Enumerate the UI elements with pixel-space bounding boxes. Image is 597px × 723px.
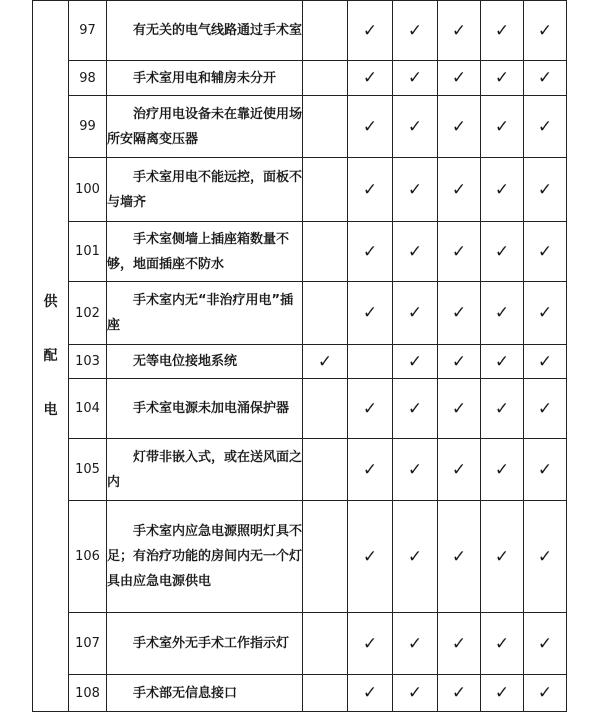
check-mark-icon: ✓ <box>393 158 438 222</box>
check-mark-icon: ✓ <box>348 222 393 282</box>
check-mark-icon: ✓ <box>524 379 567 439</box>
table-row <box>33 613 567 675</box>
check-mark-icon: ✓ <box>438 1 481 61</box>
empty-check-cell <box>348 345 393 379</box>
row-description: 手术室内应急电源照明灯具不足；有治疗功能的房间内无一个灯具由应急电源供电 <box>107 524 303 589</box>
row-description-cell <box>107 439 303 501</box>
table-body <box>33 1 567 712</box>
empty-check-cell <box>303 379 348 439</box>
empty-check-cell <box>303 96 348 158</box>
check-mark-icon: ✓ <box>524 501 567 613</box>
row-number: 102 <box>69 282 107 345</box>
check-mark-icon: ✓ <box>348 675 393 712</box>
row-description: 手术室电源未加电涌保护器 <box>133 401 290 416</box>
table-row <box>33 222 567 282</box>
check-mark-icon: ✓ <box>348 61 393 96</box>
check-mark-icon: ✓ <box>524 439 567 501</box>
row-description-cell <box>107 1 303 61</box>
row-description-cell <box>107 345 303 379</box>
row-description: 治疗用电设备未在靠近使用场所安隔离变压器 <box>107 106 303 147</box>
check-mark-icon: ✓ <box>438 439 481 501</box>
empty-check-cell <box>303 501 348 613</box>
row-description-cell <box>107 282 303 345</box>
row-description-cell <box>107 96 303 158</box>
row-number: 101 <box>69 222 107 282</box>
check-mark-icon: ✓ <box>524 1 567 61</box>
check-mark-icon: ✓ <box>393 61 438 96</box>
check-mark-icon: ✓ <box>481 1 524 61</box>
check-mark-icon: ✓ <box>393 222 438 282</box>
row-description: 手术室用电不能远控，面板不与墙齐 <box>107 169 303 210</box>
table-row <box>33 158 567 222</box>
empty-check-cell <box>303 613 348 675</box>
check-mark-icon: ✓ <box>438 96 481 158</box>
check-mark-icon: ✓ <box>438 158 481 222</box>
check-mark-icon: ✓ <box>481 439 524 501</box>
check-mark-icon: ✓ <box>481 282 524 345</box>
table-row <box>33 379 567 439</box>
row-number: 104 <box>69 379 107 439</box>
empty-check-cell <box>303 282 348 345</box>
check-mark-icon: ✓ <box>393 1 438 61</box>
check-mark-icon: ✓ <box>348 158 393 222</box>
row-description-cell <box>107 158 303 222</box>
category-label: 供配电 <box>43 294 58 418</box>
row-description: 手术室用电和辅房未分开 <box>133 70 277 86</box>
row-number: 108 <box>69 675 107 712</box>
check-mark-icon: ✓ <box>524 613 567 675</box>
check-mark-icon: ✓ <box>393 613 438 675</box>
empty-check-cell <box>303 675 348 712</box>
check-mark-icon: ✓ <box>303 345 348 379</box>
table-row <box>33 439 567 501</box>
row-description-cell <box>107 501 303 613</box>
check-mark-icon: ✓ <box>481 379 524 439</box>
check-mark-icon: ✓ <box>481 675 524 712</box>
row-description-cell <box>107 675 303 712</box>
row-number: 105 <box>69 439 107 501</box>
check-mark-icon: ✓ <box>524 158 567 222</box>
empty-check-cell <box>303 222 348 282</box>
row-number: 103 <box>69 345 107 379</box>
table-row <box>33 1 567 61</box>
row-description-cell <box>107 379 303 439</box>
check-mark-icon: ✓ <box>393 439 438 501</box>
row-description: 有无关的电气线路通过手术室 <box>133 23 303 38</box>
check-mark-icon: ✓ <box>348 613 393 675</box>
check-mark-icon: ✓ <box>481 501 524 613</box>
check-mark-icon: ✓ <box>438 501 481 613</box>
check-mark-icon: ✓ <box>481 222 524 282</box>
check-mark-icon: ✓ <box>524 222 567 282</box>
check-mark-icon: ✓ <box>438 282 481 345</box>
check-mark-icon: ✓ <box>348 282 393 345</box>
row-description-cell <box>107 61 303 96</box>
check-mark-icon: ✓ <box>481 96 524 158</box>
row-number: 106 <box>69 501 107 613</box>
check-mark-icon: ✓ <box>438 675 481 712</box>
empty-check-cell <box>303 61 348 96</box>
category-cell <box>33 1 69 712</box>
check-mark-icon: ✓ <box>524 96 567 158</box>
check-mark-icon: ✓ <box>393 501 438 613</box>
table-row <box>33 675 567 712</box>
check-mark-icon: ✓ <box>393 379 438 439</box>
row-number: 100 <box>69 158 107 222</box>
check-mark-icon: ✓ <box>524 282 567 345</box>
check-mark-icon: ✓ <box>524 675 567 712</box>
check-mark-icon: ✓ <box>438 613 481 675</box>
table-row <box>33 345 567 379</box>
empty-check-cell <box>303 439 348 501</box>
table-row <box>33 96 567 158</box>
check-mark-icon: ✓ <box>438 379 481 439</box>
check-mark-icon: ✓ <box>481 613 524 675</box>
check-mark-icon: ✓ <box>438 222 481 282</box>
row-description: 手术室内无“非治疗用电”插座 <box>107 293 294 333</box>
table-row <box>33 501 567 613</box>
row-number: 98 <box>69 61 107 96</box>
table-row <box>33 282 567 345</box>
row-description: 手术室外无手术工作指示灯 <box>133 636 290 651</box>
check-mark-icon: ✓ <box>438 345 481 379</box>
check-mark-icon: ✓ <box>481 158 524 222</box>
check-mark-icon: ✓ <box>348 439 393 501</box>
row-number: 107 <box>69 613 107 675</box>
row-description-cell <box>107 613 303 675</box>
empty-check-cell <box>303 1 348 61</box>
check-mark-icon: ✓ <box>438 61 481 96</box>
row-description: 手术室侧墙上插座箱数量不够，地面插座不防水 <box>107 231 290 272</box>
check-mark-icon: ✓ <box>481 61 524 96</box>
row-number: 97 <box>69 1 107 61</box>
row-description-cell <box>107 222 303 282</box>
check-mark-icon: ✓ <box>393 282 438 345</box>
row-description: 灯带非嵌入式，或在送风面之内 <box>107 449 303 490</box>
check-mark-icon: ✓ <box>524 61 567 96</box>
check-mark-icon: ✓ <box>393 345 438 379</box>
empty-check-cell <box>303 158 348 222</box>
row-description: 手术部无信息接口 <box>133 685 238 701</box>
check-mark-icon: ✓ <box>393 96 438 158</box>
check-mark-icon: ✓ <box>348 1 393 61</box>
row-description: 无等电位接地系统 <box>133 354 238 369</box>
check-mark-icon: ✓ <box>393 675 438 712</box>
check-mark-icon: ✓ <box>348 501 393 613</box>
row-number: 99 <box>69 96 107 158</box>
check-mark-icon: ✓ <box>524 345 567 379</box>
check-mark-icon: ✓ <box>348 96 393 158</box>
check-mark-icon: ✓ <box>481 345 524 379</box>
check-mark-icon: ✓ <box>348 379 393 439</box>
checklist-table <box>32 0 567 712</box>
table-row <box>33 61 567 96</box>
